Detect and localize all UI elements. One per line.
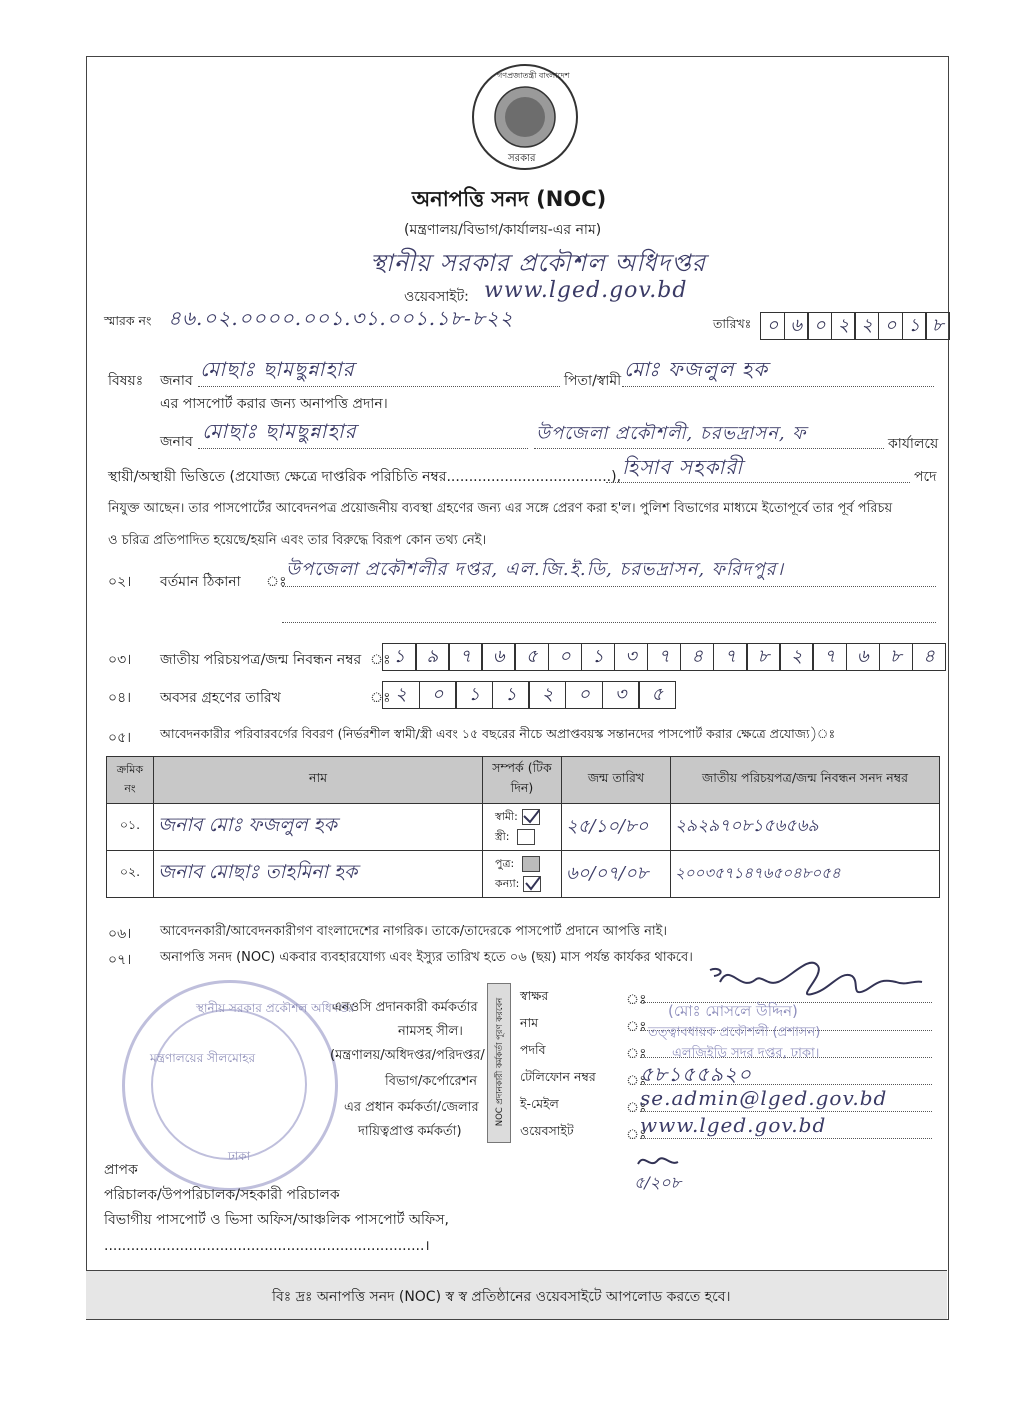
th-relation: সম্পর্ক (টিক দিন) [483,757,562,804]
field-phone: টেলিফোন নম্বর [520,1069,596,1084]
subject-applicant-name: মোছাঃ ছামছুন্নাহার [200,357,355,381]
office-suffix: কার্যালয়ে [888,436,939,452]
retire-digit-box: ২ [528,681,566,709]
signatory-line-2: নামসহ সীল। [398,1024,463,1039]
field-website: ওয়েবসাইট [520,1123,574,1138]
item-04-number: ০৪। [108,690,132,706]
stamp-office: এলজিইডি সদর দপ্তর, ঢাকা। [672,1046,820,1061]
nid-digit-box: ৭ [713,643,748,671]
retire-digit-box: ২ [382,681,420,709]
retire-digit-box: ০ [565,681,603,709]
signatory-line-4: বিভাগ/কর্পোরেশন [385,1074,478,1089]
post-name: হিসাব সহকারী [622,455,743,479]
row2-sl: ০২. [107,851,154,898]
date-digit-box: ০ [878,312,903,340]
memo-label: স্মারক নং [104,313,152,328]
nid-digit-box: ৪ [912,643,947,671]
phone-value: ৫৮১৫৫৯২০ [640,1062,752,1086]
row1-rel2: স্ত্রী: [495,830,510,843]
field-post: পদবি [520,1042,546,1057]
declaration-07: অনাপত্তি সনদ (NOC) একবার ব্যবহারযোগ্য এবং ইস্যুর তারিখ হতে ০৬ (ছয়) মাস পর্যন্ত কার্যকর থাকবে। [160,950,693,965]
nid-digit-box: ০ [548,643,583,671]
website-line [640,1138,932,1139]
row2-dob: ৬০/০৭/০৮ [566,862,649,884]
row1-name: জনাব মোঃ ফজলুল হক [158,814,337,836]
subject-janab: জনাব [160,373,193,389]
date-digit-box: ২ [854,312,879,340]
field-name: নাম [520,1015,539,1030]
seal-text-bottom: সরকার [508,153,536,164]
date-digit-box: ০ [807,312,832,340]
item-05-number: ০৫। [108,730,132,746]
address-label: বর্তমান ঠিকানা [160,574,241,590]
nid-label: জাতীয় পরিচয়পত্র/জন্ম নিবন্ধন নম্বর [160,652,362,668]
body-office: উপজেলা প্রকৌশলী, চরভদ্রাসন, ফ [536,423,807,444]
office-name: স্থানীয় সরকার প্রকৌশল অধিদপ্তর [370,249,707,277]
nid-digit-box: ৪ [680,643,715,671]
row2-rel1-checkbox[interactable] [522,856,540,872]
row2-rel2: কন্যা: [495,877,520,890]
date-digit-box: ২ [831,312,856,340]
nid-digit-box: ১ [382,643,417,671]
recipient-line-3: ........................................................................। [104,1238,430,1254]
family-label: আবেদনকারীর পরিবারবর্গের বিবরণ (নির্ভরশীল স্বামী/স্ত্রী এবং ১৫ বছরের নীচে অপ্রাপ্তবয়স্ক সন্তানদের পাসপোর্ট করার ক্ষেত্রে প্রযোজ্য)ঃ [160,726,836,741]
page-subtitle: (মন্ত্রণালয়/বিভাগ/কার্যালয়-এর নাম) [404,222,602,238]
th-nid: জাতীয় পরিচয়পত্র/জন্ম নিবন্ধন সনদ নম্বর [671,757,940,804]
memo-number: ৪৬.০২.০০০০.০০১.৩১.০০১.১৮-৮২২ [168,306,514,330]
nid-boxes [382,643,945,671]
checkmark-icon [524,877,540,891]
retire-digit-box: ৫ [638,681,676,709]
date-digit-box: ৬ [784,312,809,340]
nid-digit-box: ১ [581,643,616,671]
signatory-line-3: (মন্ত্রণালয়/অধিদপ্তর/পরিদপ্তর/ [330,1048,485,1063]
post-suffix: পদে [914,469,937,485]
body-applicant-name: মোছাঃ ছামছুন্নাহার [202,419,357,443]
retire-digit-box: ১ [492,681,530,709]
email-value: se.admin@lged.gov.bd [640,1086,888,1110]
retire-colon: ঃ [370,690,391,706]
item-07-number: ০৭। [108,952,132,968]
th-dob: জন্ম তারিখ [562,757,671,804]
colon-5: ঃ [626,1100,647,1116]
row2-name: জনাব মোছাঃ তাহমিনা হক [158,861,358,883]
nid-digit-box: ৩ [614,643,649,671]
family-table-header [107,757,940,804]
nid-digit-box: ৬ [846,643,881,671]
family-table [106,756,940,898]
row2-rel2-checkbox[interactable] [523,876,541,892]
row1-sl: ০১. [107,804,154,851]
signatory-line-5: এর প্রধান কর্মকর্তা/জেলার [344,1100,479,1115]
subject-label: বিষয়ঃ [108,373,144,389]
date-digit-box: ৮ [925,312,950,340]
body-para1: নিযুক্ত আছেন। তার পাসপোর্টের আবেদনপত্র প্রয়োজনীয় ব্যবস্থা গ্রহণের জন্য এর সঙ্গে প্রেরণ করা হ'ল। পুলিশ বিভাগের মাধ্যমে ইতোপূর্বে তার পূর্ব পরিচয় [108,501,893,516]
address-value: উপজেলা প্রকৌশলীর দপ্তর, এল.জি.ই.ডি, চরভদ্রাসন, ফরিদপুর। [286,559,785,580]
nid-digit-box: ৭ [647,643,682,671]
date-digit-box: ০ [760,312,785,340]
colon-4: ঃ [626,1073,647,1089]
address-line-1 [282,586,936,587]
checkmark-icon [523,810,539,824]
field-signature: স্বাক্ষর [520,988,549,1003]
field-email: ই-মেইল [520,1096,559,1111]
stamp-post: তত্ত্বাবধায়ক প্রকৌশলী (প্রশাসন) [648,1025,821,1040]
nid-digit-box: ৯ [415,643,450,671]
seal-text-top: গণপ্রজাতন্ত্রী বাংলাদেশ [497,71,570,80]
nid-digit-box: ৭ [812,643,847,671]
nid-digit-box: ৮ [746,643,781,671]
nid-digit-box: ৮ [879,643,914,671]
date-digit-box: ১ [902,312,927,340]
signatory-line-6: দায়িত্বপ্রাপ্ত কর্মকর্তা) [358,1124,462,1139]
footer-note: বিঃ দ্রঃ অনাপত্তি সনদ (NOC) স্ব স্ব প্রতিষ্ঠানের ওয়েবসাইটে আপলোড করতে হবে। [272,1289,731,1305]
father-husband-name: মোঃ ফজলুল হক [624,357,769,381]
website-label: ওয়েবসাইট: [404,289,469,305]
retire-digit-box: ০ [419,681,457,709]
th-name: নাম [154,757,483,804]
retire-digit-box: ১ [455,681,493,709]
nid-digit-box: ৫ [514,643,549,671]
website-value: www.lged.gov.bd [484,278,688,303]
permanent-line: স্থায়ী/অস্থায়ী ভিত্তিতে (প্রযোজ্য ক্ষেত্রে দাপ্তরিক পরিচিতি নম্বর.....................................), [108,469,622,485]
father-husband-label: পিতা/স্বামী [564,373,622,389]
nid-digit-box: ২ [779,643,814,671]
recipient-label: প্রাপক [104,1162,138,1178]
seal-center-text: মন্ত্রণালয়ের সীলমোহর [150,1051,256,1065]
row1-nid: ২৯২৯৭০৮১৫৬৫৬৯ [675,816,819,836]
item-02-number: ০২। [108,574,132,590]
colon-3: ঃ [626,1046,647,1062]
page-title: অনাপত্তি সনদ (NOC) [412,187,607,211]
item-06-number: ০৬। [108,926,132,942]
colon-2: ঃ [626,1019,647,1035]
date-label: তারিখঃ [713,316,752,331]
row2-rel1: পুত্র: [495,857,515,870]
colon-1: ঃ [626,992,647,1008]
row2-nid: ২০০৩৫৭১৪৭৬৫০৪৮০৫৪ [675,863,841,882]
item-03-number: ০৩। [108,652,132,668]
row1-rel1-checkbox[interactable] [522,809,540,825]
subject-line2: এর পাসপোর্ট করার জন্য অনাপত্তি প্রদান। [160,396,388,412]
nid-digit-box: ৭ [448,643,483,671]
email-line [640,1111,932,1112]
nid-colon: ঃ [370,652,391,668]
seal-bottom-text: ঢাকা [228,1149,251,1163]
nid-digit-box: ৬ [481,643,516,671]
vertical-note: NOC প্রদানকারী কর্মকর্তা পূরণ করবেন [495,997,505,1127]
th-sl: ক্রমিক নং [107,757,154,804]
table-row [107,804,940,851]
date-boxes [760,312,949,340]
body-para2: ও চরিত্র প্রতিপাদিত হয়েছে/হয়নি এবং তার বিরুদ্ধে বিরূপ কোন তথ্য নেই। [108,533,487,548]
recipient-line-2: বিভাগীয় পাসপোর্ট ও ভিসা অফিস/আঞ্চলিক পাসপোর্ট অফিস, [104,1212,449,1228]
address-line-2 [282,622,936,623]
initial-note: ৫/২০৮ [634,1173,681,1192]
row1-dob: ২৫/১০/৮০ [566,815,649,837]
retire-digit-box: ৩ [602,681,640,709]
retire-label: অবসর গ্রহণের তারিখ [160,690,281,706]
retire-boxes [382,681,675,709]
declaration-06: আবেদনকারী/আবেদনকারীগণ বাংলাদেশের নাগরিক। তাকে/তাদেরকে পাসপোর্ট প্রদানে আপত্তি নাই। [160,924,668,939]
address-colon: ঃ [266,574,287,590]
seal-ring-text: স্থানীয় সরকার প্রকৌশল অধিদপ্তর [196,1001,355,1015]
colon-6: ঃ [626,1127,647,1143]
recipient-line-1: পরিচালক/উপপরিচালক/সহকারী পরিচালক [104,1187,340,1203]
table-row [107,851,940,898]
website-hand-value: www.lged.gov.bd [640,1113,827,1137]
row1-rel1: স্বামী: [495,810,518,823]
signatory-line-1: এনওসি প্রদানকারী কর্মকর্তার [332,1000,478,1015]
row1-rel2-checkbox[interactable] [517,829,535,845]
body-janab: জনাব [160,434,193,450]
stamp-name: (মোঃ মোসলে উদ্দিন) [668,1002,798,1020]
